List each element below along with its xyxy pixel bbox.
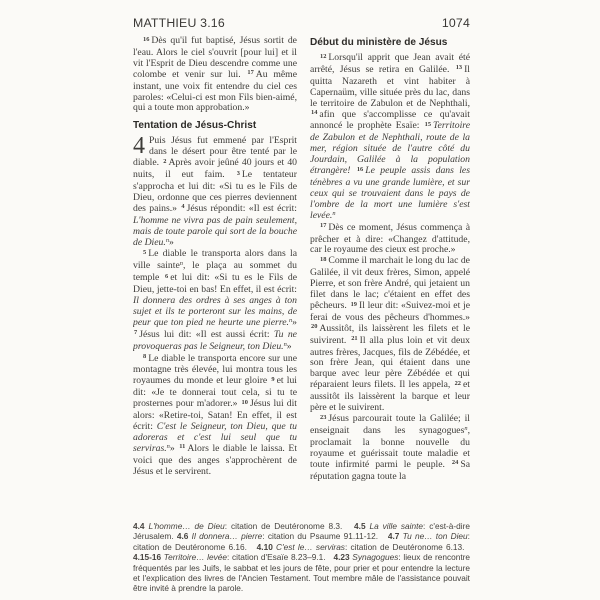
- footnotes-block: 4.4 L'homme… de Dieu: citation de Deutéronome 8.3. 4.5 La ville sainte: c'est-à-dire Jérusalem. 4.6 Il donnera… pierre: citation du Psaume 91.11-12. 4.7 Tu ne… ton Dieu: citation de Deutéronome 6.16. 4.10 C'est le… serviras: citation de Deutéronome 6.13. 4.15-16 Territoire… levée: citation d'Esaïe 8.23–9.1. 4.23 Synagogues: lieux de rencontre fréquentés par les Juifs, le sabbat et les jours de fête, pour prier et pour entendre la lecture et l'explication des livres de l'Ancien Testament. Tout membre mâle de l'assistance pouvait être invité à prendre la parole.: [133, 521, 471, 594]
- text-columns: [133, 36, 470, 512]
- header-page-number: 1074: [441, 16, 470, 30]
- verse-paragraph-16-17: $^{16}$ Dès qu'il fut baptisé, Jésus sortit de l'eau. Alors le ciel s'ouvrit [pour lui] et il vit l'Esprit de Dieu descendre comme une colombe et venir sur lui. $^{17}$ Au même instant, une voix fit entendre du ciel ces paroles: «Celui-ci est mon Fils bien-aimé, qui a toute mon approbation.»: [133, 36, 297, 114]
- left-column: [133, 36, 297, 512]
- chapter-number-dropcap: 4: [133, 133, 145, 160]
- verse-paragraph-8-11: $^8$ Le diable le transporta encore sur une montagne très élevée, lui montra tous les royaumes du monde et leur gloire $^9$ et lui dit: «Je te donnerai tout cela, si tu te prosternes pour m'adorer.» $^{10}$ Jésus lui dit alors: «Retire-toi, Satan! En effet, il est écrit: C'est le Seigneur, ton Dieu, que tu adoreras et c'est lui seul que tu serviras.$^n$» $^{11}$ Alors le diable le laissa. Et voici que des anges s'approchèrent de Jésus et le servirent.: [133, 352, 298, 477]
- verse-paragraph-18-22: $^{18}$ Comme il marchait le long du lac de Galilée, il vit deux frères, Simon, appelé Pierre, et son frère André, qui jetaient un filet dans le lac; c'étaient en effet des pêcheurs. $^{19}$ Il leur dit: «Suivez-moi et je ferai de vous des pêcheurs d'hommes.» $^{20}$ Aussitôt, ils laissèrent les filets et le suivirent. $^{21}$ Il alla plus loin et vit deux autres frères, Jacques, fils de Zébédée, et son frère Jean, qui étaient dans une barque avec leur père Zébédée et qui réparaient leurs filets. Il les appela, $^{22}$ et aussitôt ils laissèrent la barque et leur père et le suivirent.: [310, 255, 470, 414]
- page-header: [133, 16, 470, 30]
- chapter-4-paragraph: [133, 133, 298, 249]
- verse-paragraph-17: $^{17}$ Dès ce moment, Jésus commença à prêcher et à dire: «Changez d'attitude, car le royaume des cieux est proche.»: [310, 221, 470, 256]
- verse-paragraph-23-24: $^{23}$ Jésus parcourait toute la Galilée; il enseignait dans les synagogues$^n$, proclamait la bonne nouvelle du royaume et guérissait toute maladie et toute infirmité parmi le peuple. $^{24}$ Sa réputation gagna toute la: [310, 413, 470, 482]
- header-book-reference: MATTHIEU 3.16: [133, 16, 225, 30]
- verse-paragraph-5-7: $^5$ Le diable le transporta alors dans la ville sainte$^n$, le plaça au sommet du temple $^6$ et lui dit: «Si tu es le Fils de Dieu, jette-toi en bas! En effet, il est écrit: Il donnera des ordres à ses anges à ton sujet et ils te porteront sur les mains, de peur que ton pied ne heurte une pierre.$^n$» $^7$ Jésus lui dit: «Il est aussi écrit: Tu ne provoqueras pas le Seigneur, ton Dieu.$^n$»: [133, 248, 297, 352]
- section-heading-ministere: Début du ministère de Jésus: [310, 37, 448, 48]
- right-column: [310, 36, 470, 512]
- verse-paragraph-12-16: $^{12}$ Lorsqu'il apprit que Jean avait été arrêté, Jésus se retira en Galilée. $^{13}$ Il quitta Nazareth et vint habiter à Capernaüm, ville située près du lac, dans le territoire de Zabulon et de Nephthali, $^{14}$ afin que s'accomplisse ce qu'avait annoncé le prophète Esaïe: $^{15}$ Territoire de Zabulon et de Nephthali, route de la mer, région située de l'autre côté du Jourdain, Galilée à la population étrangère! $^{16}$ Le peuple assis dans les ténèbres a vu une grande lumière, et sur ceux qui se trouvaient dans le pays de l'ombre de la mort une lumière s'est levée.$^n$: [310, 52, 470, 221]
- chapter-4-paragraph-text: Puis Jésus fut emmené par l'Esprit dans le désert pour être tenté par le diable. $^2$ Après avoir jeûné 40 jours et 40 nuits, il eut faim. $^3$ Le tentateur s'approcha et lui dit: «Si tu es le Fils de Dieu, ordonne que ces pierres deviennent des pains.» $^4$ Jésus répondit: «Il est écrit: L'homme ne vivra pas de pain seulement, mais de toute parole qui sort de la bouche de Dieu.$^n$»: [133, 135, 298, 248]
- section-heading-tentation: Tentation de Jésus-Christ: [133, 120, 257, 132]
